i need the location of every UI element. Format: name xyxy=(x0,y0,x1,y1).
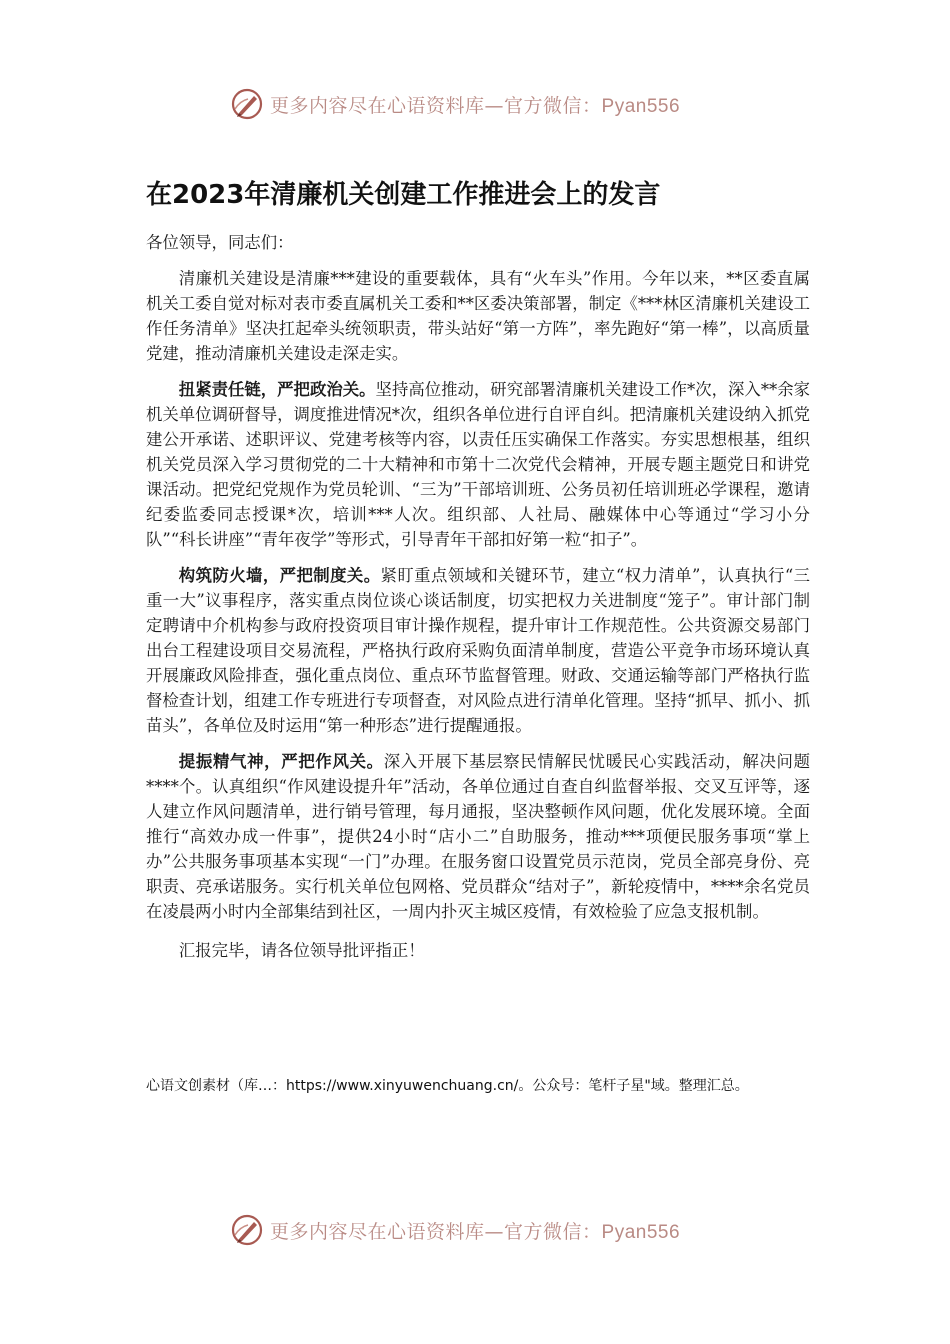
document-body xyxy=(146,230,810,974)
banner-text: 更多内容尽在心语资料库—官方微信：Pyan556 xyxy=(270,1220,681,1243)
paragraph-intro xyxy=(146,266,810,366)
paragraph-text: 深入开展下基层察民情解民忧暖民心实践活动，解决问题****个。认真组织“作风建设提升年”活动，各单位通过自查自纠监督举报、交叉互评等，逐人建立作风问题清单，进行销号管理，每月通报，坚决整顿作风问题，优化发展环境。全面推行“高效办成一件事”，提供24小时“店小二”自助服务，推动***项便民服务事项“掌上办”公共服务事项基本实现“一门”办理。在服务窗口设置党员示范岗，党员全部亮身份、亮职责、亮承诺服务。实行机关单位包网格、党员群众“结对子”，新轮疫情中，****余名党员在凌晨两小时内全部集结到社区，一周内扑灭主城区疫情，有效检验了应急支报机制。 xyxy=(146,752,810,921)
pen-logo-icon xyxy=(230,1213,264,1247)
footer-banner xyxy=(230,1210,750,1250)
paragraph-text: 紧盯重点领域和关键环节，建立“权力清单”，认真执行“三重一大”议事程序，落实重点岗位谈心谈话制度，切实把权力关进制度“笼子”。审计部门制定聘请中介机构参与政府投资项目审计操作规程，提升审计工作规范性。公共资源交易部门出台工程建设项目交易流程，严格执行政府采购负面清单制度，营造公平竞争市场环境认真开展廉政风险排查，强化重点岗位、重点环节监督管理。财政、交通运输等部门严格执行监督检查计划，组建工作专班进行专项督查，对风险点进行清单化管理。坚持“抓早、抓小、抓苗头”，各单位及时运用“第一种形态”进行提醒通报。 xyxy=(146,566,811,735)
pen-logo-icon xyxy=(230,87,264,121)
source-note: 心语文创素材（库…：https://www.xinyuwenchuang.cn/。公众号：笔杆子星"域。整理汇总。 xyxy=(146,1078,749,1094)
paragraph-lead: 构筑防火墙，严把制度关。 xyxy=(178,566,381,585)
paragraph-style xyxy=(146,749,810,924)
paragraph-responsibility xyxy=(146,377,810,552)
page-title: 在2023年清廉机关创建工作推进会上的发言 xyxy=(146,180,661,210)
header-banner xyxy=(230,84,750,124)
paragraph-lead: 提振精气神，严把作风关。 xyxy=(178,752,384,771)
paragraph-text: 清廉机关建设是清廉***建设的重要载体，具有“火车头”作用。今年以来，**区委直属机关工委自觉对标对表市委直属机关工委和**区委决策部署，制定《***林区清廉机关建设工作任务清单》坚决扛起牵头统领职责，带头站好“第一方阵”，率先跑好“第一棒”，以高质量党建，推动清廉机关建设走深走实。 xyxy=(146,269,810,363)
paragraph-lead: 扭紧责任链，严把政治关。 xyxy=(178,380,376,399)
closing: 汇报完毕，请各位领导批评指正！ xyxy=(178,941,425,960)
paragraph-text: 坚持高位推动，研究部署清廉机关建设工作*次，深入**余家机关单位调研督导，调度推进情况*次，组织各单位进行自评自纠。把清廉机关建设纳入抓党建公开承诺、述职评议、党建考核等内容，以责任压实确保工作落实。夯实思想根基，组织机关党员深入学习贯彻党的二十大精神和市第十二次党代会精神，开展专题主题党日和讲党课活动。把党纪党规作为党员轮训、“三为”干部培训班、公务员初任培训班必学课程，邀请纪委监委同志授课*次，培训***人次。组织部、人社局、融媒体中心等通过“学习小分队”“科长讲座”“青年夜学”等形式，引导青年干部扣好第一粒“扣子”。 xyxy=(146,380,811,549)
banner-wechat-id: Pyan556 xyxy=(601,1221,681,1243)
banner-wechat-id: Pyan556 xyxy=(601,95,681,117)
greeting: 各位领导，同志们： xyxy=(146,233,294,252)
banner-text: 更多内容尽在心语资料库—官方微信：Pyan556 xyxy=(270,94,681,117)
paragraph-system xyxy=(146,563,810,738)
